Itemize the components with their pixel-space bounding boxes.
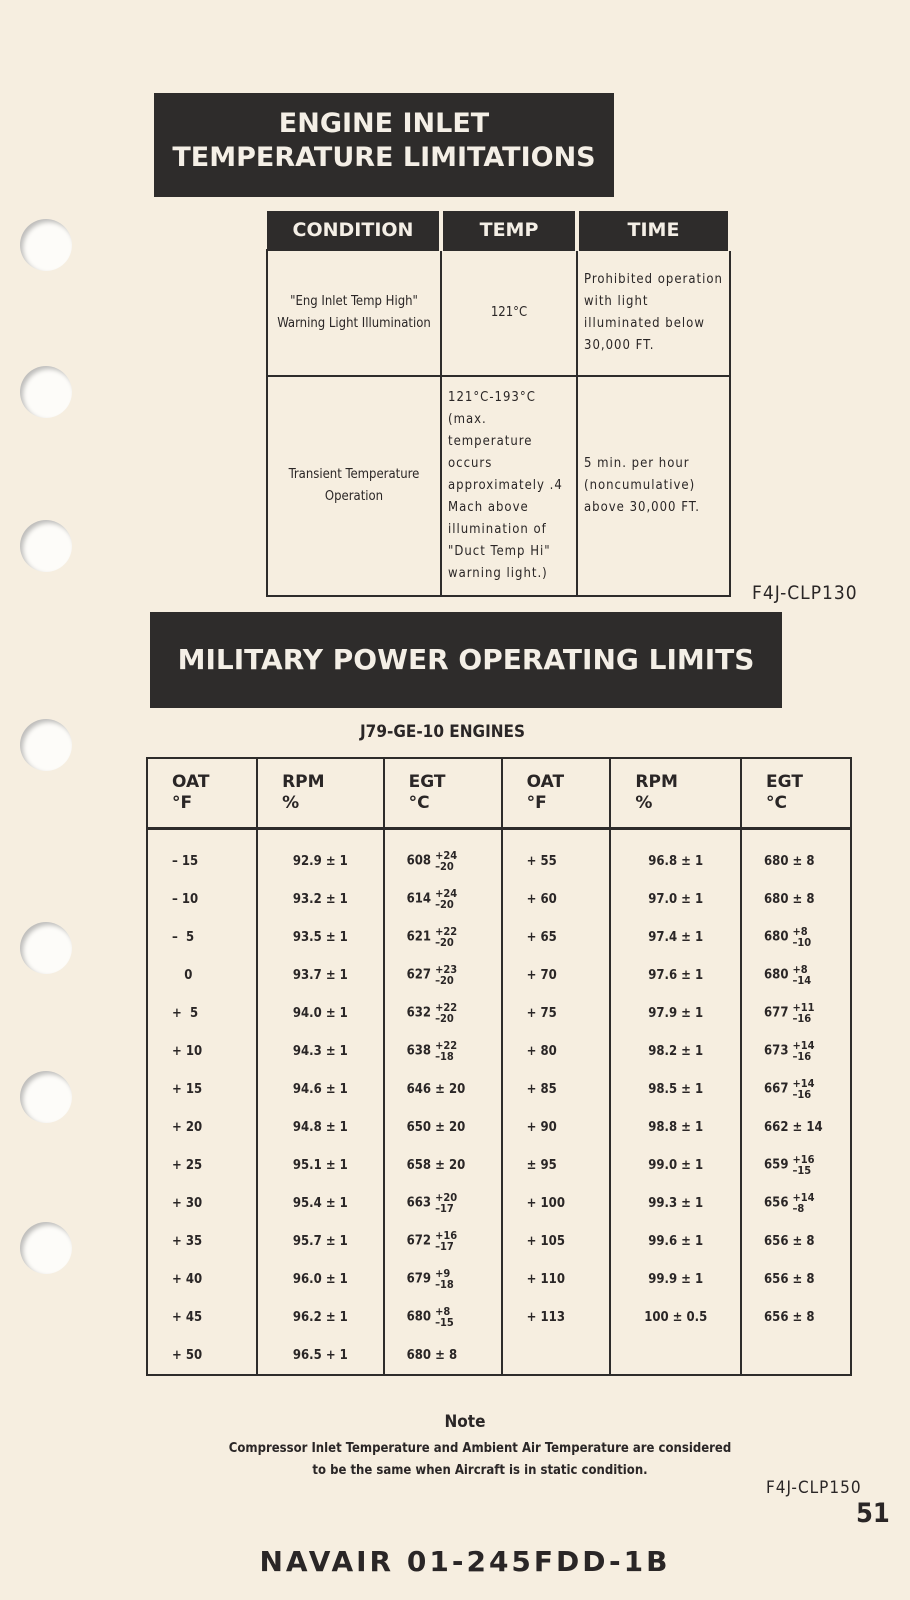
egt-tolerance [435,1306,454,1328]
egt-value: 658 ± 20 [406,1157,466,1173]
table-row [147,829,851,881]
table-row [267,376,730,596]
egt-tolerance [435,964,457,986]
table-row [267,250,730,376]
temp-cell: 121°C [441,250,577,376]
oat-cell: + 10 [147,1032,257,1070]
oat-cell: – 15 [147,829,257,881]
egt-tolerance [792,1078,814,1100]
table-row [147,1032,851,1070]
inlet-title-line2: TEMPERATURE LIMITATIONS [172,142,596,173]
rpm-cell: 95.1 ± 1 [257,1146,384,1184]
egt-value: 656 [764,1195,789,1211]
col-header-unit: °C [766,793,788,813]
col-header-time: TIME [577,211,730,250]
egt-cell [384,1222,502,1260]
egt-minus: –20 [435,974,454,987]
inlet-limits-table [266,211,732,597]
oat-cell: + 25 [147,1146,257,1184]
egt-tolerance [792,926,811,948]
table-row [147,1108,851,1146]
oat-cell: + 65 [502,918,611,956]
egt-value: 672 [406,1233,432,1249]
egt-minus: –20 [435,936,454,949]
rpm-cell: 97.0 ± 1 [610,880,741,918]
egt-tolerance [435,1268,454,1290]
oat-cell: + 75 [502,994,611,1032]
egt-minus: –17 [435,1240,454,1253]
col-header-oat [147,758,257,829]
table-row [147,880,851,918]
egt-cell [741,1070,851,1108]
col-header-rpm [610,758,741,829]
egt-tolerance [435,1230,457,1252]
rpm-cell: 99.0 ± 1 [610,1146,741,1184]
table-row [147,1222,851,1260]
binder-hole [20,219,72,271]
time-cell: 5 min. per hour (noncumulative) above 30,000 FT. [577,376,730,596]
oat-cell: – 10 [147,880,257,918]
inlet-title-line1: ENGINE INLET [278,108,490,139]
col-header-label: OAT [526,772,565,792]
oat-cell: + 105 [502,1222,611,1260]
oat-cell: 0 [147,956,257,994]
engine-subtitle: J79-GE-10 ENGINES [360,722,526,742]
rpm-cell: 93.5 ± 1 [257,918,384,956]
binder-hole [20,366,72,418]
note-title: Note [444,1412,486,1432]
egt-value: 680 ± 8 [764,891,815,907]
egt-plus: +22 [435,925,458,938]
egt-cell [741,918,851,956]
oat-cell: + 60 [502,880,611,918]
condition-cell: Transient Temperature Operation [267,376,441,596]
egt-plus: +23 [435,963,458,976]
oat-cell: + 80 [502,1032,611,1070]
egt-value: 677 [764,1005,789,1021]
note-text: Compressor Inlet Temperature and Ambient Air Temperature are considered to be the same when Aircraft is in static condition. [228,1441,732,1478]
col-header-label: EGT [766,772,803,792]
empty-cell [741,1336,851,1375]
table-row [147,918,851,956]
egt-cell [741,994,851,1032]
binder-hole [20,520,72,572]
egt-minus: –15 [792,1164,812,1177]
egt-value: 659 [764,1157,789,1173]
oat-cell: + 50 [147,1336,257,1375]
military-title-banner: MILITARY POWER OPERATING LIMITS [150,612,782,708]
figure-caption: F4J-CLP150 [766,1478,862,1498]
egt-cell [741,1298,851,1336]
egt-plus: +24 [435,849,458,862]
table-row [147,1184,851,1222]
egt-cell [741,880,851,918]
oat-cell: + 110 [502,1260,611,1298]
egt-minus: –15 [435,1316,454,1329]
egt-value: 638 [406,1043,432,1059]
egt-tolerance [792,1040,814,1062]
egt-cell [741,1032,851,1070]
egt-cell [384,1146,502,1184]
table-row [147,1146,851,1184]
egt-value: 662 ± 14 [764,1119,823,1135]
egt-cell [741,1260,851,1298]
col-header-temp: TEMP [441,211,577,250]
egt-plus: +8 [792,963,808,976]
oat-cell: + 113 [502,1298,611,1336]
rpm-cell: 94.3 ± 1 [257,1032,384,1070]
rpm-cell: 96.8 ± 1 [610,829,741,881]
egt-plus: +14 [792,1191,815,1204]
table-row [147,1260,851,1298]
egt-value: 673 [764,1043,789,1059]
egt-tolerance [792,1002,814,1024]
egt-plus: +8 [792,925,808,938]
rpm-cell: 97.9 ± 1 [610,994,741,1032]
oat-cell: + 85 [502,1070,611,1108]
egt-minus: –14 [792,974,812,987]
figure-caption: F4J-CLP130 [752,582,858,604]
egt-tolerance [792,964,811,986]
egt-value: 680 [764,929,789,945]
oat-cell: + 90 [502,1108,611,1146]
egt-minus: –18 [435,1050,454,1063]
table-row [147,1070,851,1108]
table-row [147,994,851,1032]
rpm-cell: 93.7 ± 1 [257,956,384,994]
col-header-label: OAT [172,772,210,792]
egt-plus: +16 [435,1229,458,1242]
condition-cell: "Eng Inlet Temp High" Warning Light Illumination [267,250,441,376]
binder-hole [20,1071,72,1123]
egt-plus: +22 [435,1039,458,1052]
oat-cell: + 70 [502,956,611,994]
egt-plus: +11 [792,1001,815,1014]
egt-plus: +20 [435,1191,458,1204]
egt-value: 680 [764,967,789,983]
col-header-unit: °F [526,793,547,813]
oat-cell: + 55 [502,829,611,881]
egt-cell [384,1298,502,1336]
egt-value: 650 ± 20 [406,1119,466,1135]
egt-tolerance [792,1192,814,1214]
oat-cell: + 45 [147,1298,257,1336]
egt-cell [384,1336,502,1375]
egt-minus: –16 [792,1012,812,1025]
oat-cell: + 30 [147,1184,257,1222]
col-header-oat [502,758,611,829]
egt-cell [384,880,502,918]
rpm-cell: 99.9 ± 1 [610,1260,741,1298]
egt-cell [741,829,851,881]
col-header-unit: % [635,793,653,813]
col-header-condition: CONDITION [267,211,441,250]
col-header-unit: °F [172,793,193,813]
rpm-cell: 97.6 ± 1 [610,956,741,994]
rpm-cell: 96.5 + 1 [257,1336,384,1375]
egt-cell [741,1222,851,1260]
table-row [147,1298,851,1336]
egt-minus: –10 [792,936,812,949]
oat-cell: + 35 [147,1222,257,1260]
document-number: NAVAIR 01-245FDD-1B [259,1545,671,1578]
temp-cell: 121°C-193°C (max. temperature occurs approximately .4 Mach above illumination of "Duct Temp Hi" warning light.) [441,376,577,596]
oat-cell: + 5 [147,994,257,1032]
rpm-cell: 99.6 ± 1 [610,1222,741,1260]
rpm-cell: 95.4 ± 1 [257,1184,384,1222]
table-row [147,1336,851,1375]
egt-cell [384,1108,502,1146]
egt-cell [741,1184,851,1222]
egt-value: 621 [406,929,432,945]
oat-cell: – 5 [147,918,257,956]
egt-cell [384,994,502,1032]
egt-minus: –20 [435,1012,454,1025]
time-cell: Prohibited operation with light illuminated below 30,000 FT. [577,250,730,376]
binder-hole [20,719,72,771]
egt-cell [741,956,851,994]
egt-plus: +8 [435,1305,451,1318]
oat-cell: + 15 [147,1070,257,1108]
egt-minus: –20 [435,860,454,873]
oat-cell: + 20 [147,1108,257,1146]
rpm-cell: 95.7 ± 1 [257,1222,384,1260]
military-limits-table [146,757,852,1376]
rpm-cell: 92.9 ± 1 [257,829,384,881]
egt-value: 680 [406,1309,432,1325]
egt-tolerance [435,926,457,948]
egt-value: 667 [764,1081,789,1097]
egt-cell [741,1146,851,1184]
rpm-cell: 98.2 ± 1 [610,1032,741,1070]
egt-plus: +22 [435,1001,458,1014]
egt-value: 632 [406,1005,432,1021]
egt-value: 656 ± 8 [764,1233,815,1249]
rpm-cell: 97.4 ± 1 [610,918,741,956]
oat-cell: ± 95 [502,1146,611,1184]
egt-tolerance [435,850,457,872]
rpm-cell: 94.6 ± 1 [257,1070,384,1108]
rpm-cell: 93.2 ± 1 [257,880,384,918]
rpm-cell: 98.5 ± 1 [610,1070,741,1108]
inlet-title-banner [154,93,614,197]
egt-value: 627 [406,967,432,983]
rpm-cell: 94.0 ± 1 [257,994,384,1032]
egt-cell [384,1260,502,1298]
egt-tolerance [435,1002,457,1024]
empty-cell [610,1336,741,1375]
egt-value: 679 [406,1271,432,1287]
rpm-cell: 96.0 ± 1 [257,1260,384,1298]
egt-value: 680 ± 8 [406,1347,458,1363]
rpm-cell: 98.8 ± 1 [610,1108,741,1146]
egt-cell [741,1108,851,1146]
egt-cell [384,956,502,994]
rpm-cell: 96.2 ± 1 [257,1298,384,1336]
egt-cell [384,918,502,956]
egt-cell [384,1184,502,1222]
col-header-egt [384,758,502,829]
egt-tolerance [435,1192,457,1214]
binder-hole [20,1222,72,1274]
egt-minus: –17 [435,1202,454,1215]
egt-tolerance [435,888,457,910]
egt-minus: –8 [792,1202,805,1215]
egt-plus: +24 [435,887,458,900]
rpm-cell: 99.3 ± 1 [610,1184,741,1222]
egt-plus: +14 [792,1039,815,1052]
col-header-rpm [257,758,384,829]
oat-cell: + 40 [147,1260,257,1298]
egt-value: 663 [406,1195,432,1211]
egt-minus: –20 [435,898,454,911]
egt-cell [384,829,502,881]
col-header-egt [741,758,851,829]
col-header-unit: °C [408,793,430,813]
egt-value: 680 ± 8 [764,853,815,869]
rpm-cell: 100 ± 0.5 [610,1298,741,1336]
col-header-unit: % [282,793,300,813]
rpm-cell: 94.8 ± 1 [257,1108,384,1146]
table-row [147,956,851,994]
col-header-label: RPM [635,772,678,792]
col-header-label: RPM [282,772,325,792]
egt-tolerance [435,1040,457,1062]
egt-minus: –16 [792,1088,812,1101]
binder-hole [20,922,72,974]
egt-value: 646 ± 20 [406,1081,466,1097]
egt-plus: +16 [792,1153,815,1166]
egt-cell [384,1032,502,1070]
egt-cell [384,1070,502,1108]
egt-tolerance [792,1154,814,1176]
page-number: 51 [856,1498,890,1529]
egt-value: 656 ± 8 [764,1271,815,1287]
col-header-label: EGT [408,772,446,792]
egt-plus: +14 [792,1077,815,1090]
empty-cell [502,1336,611,1375]
egt-value: 656 ± 8 [764,1309,815,1325]
egt-value: 608 [406,853,432,869]
egt-plus: +9 [435,1267,451,1280]
egt-minus: –16 [792,1050,812,1063]
oat-cell: + 100 [502,1184,611,1222]
egt-value: 614 [406,891,432,907]
egt-minus: –18 [435,1278,454,1291]
